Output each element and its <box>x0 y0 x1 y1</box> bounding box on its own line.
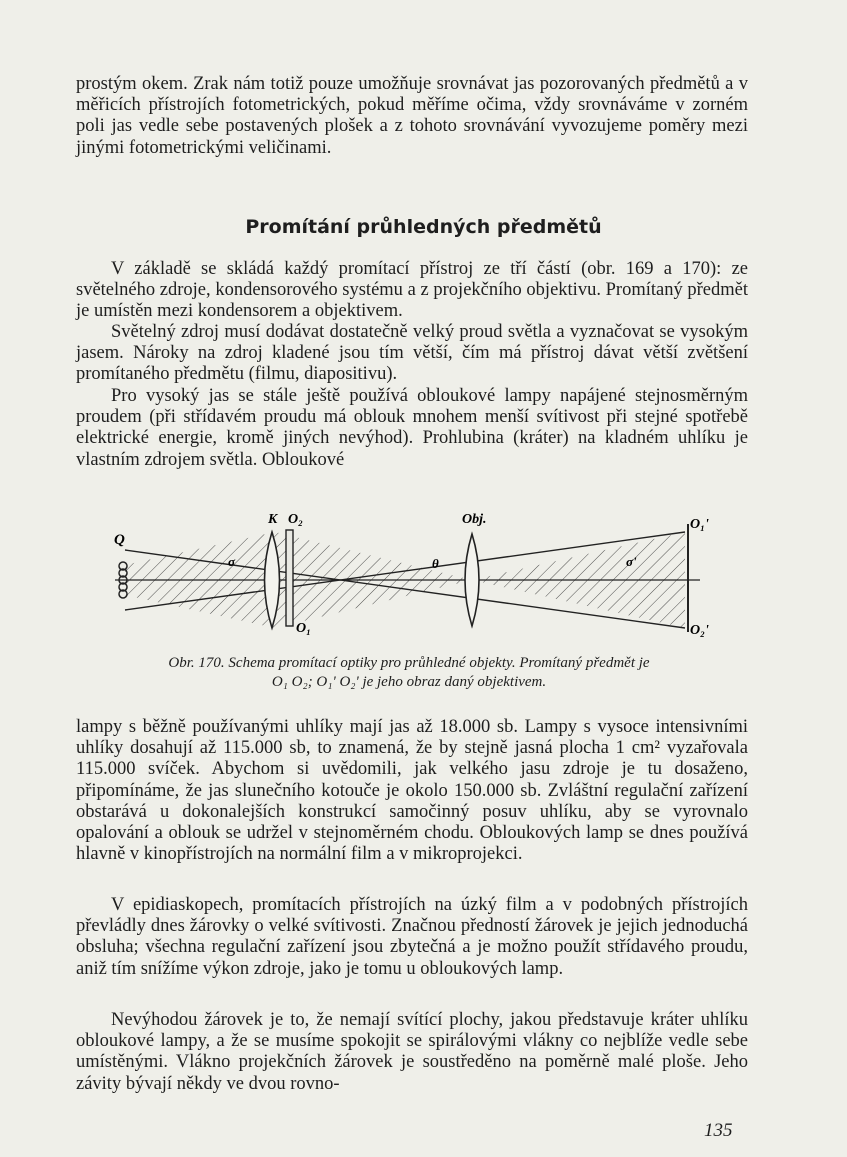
section-heading: Promítání průhledných předmětů <box>245 216 602 238</box>
optics-diagram <box>110 510 720 648</box>
label-source: Q <box>114 532 125 548</box>
paragraph-2: Světelný zdroj musí dodávat dostatečně velký proud světla a vyznačovat se vysokým jasem. Nároky na zdroj kladené jsou tím větší, čím má přístroj dávat větší zvětšení promítaného předmětu (filmu, diapositivu). <box>76 322 748 385</box>
object-plate <box>286 530 293 626</box>
objective-lens <box>465 534 479 626</box>
paragraph-6: Nevýhodou žárovek je to, že nemají svítící plochy, jakou představuje kráter uhlíku obloukové lampy, a že se musíme spokojit se spirálovými vlákny co nejblíže vedle sebe umístěnými. Vlákno projekčních žárovek je soustředěno na poměrně malé ploše. Jeho závity bývají někdy ve dvou rovno- <box>76 1010 748 1094</box>
label-object-top: O₂ <box>288 512 303 527</box>
paragraph-3: Pro vysoký jas se stále ještě používá obloukové lampy napájené stejnosměrným proudem (při střídavém proudu má oblouk mnohem menší svítivost při stejné spotřebě elektrické energie, kromě jiných nevýhod). Prohlubina (kráter) na kladném uhlíku je vlastním zdrojem světla. Obloukové <box>76 386 748 470</box>
paragraph-4: lampy s běžně používanými uhlíky mají jas až 18.000 sb. Lampy s vysoce intensivními uhlíky dosahují až 115.000 sb, to znamená, že by stejně jasná plocha 1 cm² vyzařovala 115.000 svíček. Abychom si uvědomili, jak velkého jasu zdroje je tu dosaženo, připomínáme, že jas slunečního kotouče je okolo 150.000 sb. Zvláštní regulační zařízení obstarává u dokonalejších konstrukcí samočinný posuv uhlíku, aby se vyrovnalo opalování a oblouk se udržel v stejnoměrném chodu. Obloukových lamp se dnes používá hlavně v kinopřístrojích na normální film a v mikroprojekci. <box>76 717 748 865</box>
label-image-top: O₁' <box>690 517 709 532</box>
page-number: 135 <box>704 1120 733 1141</box>
label-condenser: K <box>268 512 278 527</box>
paragraph-5: V epidiaskopech, promítacích přístrojích na úzký film a v podobných přístrojích převládly dnes žárovky o velké svítivosti. Značnou předností žárovek je jejich jednoduchá obsluha; všechna regulační zařízení jsou zbytečná a je možno použít střídavého proudu, aniž tím snížíme výkon zdroje, jako je tomu u obloukových lamp. <box>76 895 748 979</box>
caption-line-2: O₁ O₂; O₁' O₂' je jeho obraz daný objektivem. <box>271 674 547 690</box>
paragraph-1: V základě se skládá každý promítací přístroj ze tří částí (obr. 169 a 170): ze světelného zdroje, kondensorového systému a z projekčního objektivu. Promítaný předmět je umístěn mezi kondensorem a objektivem. <box>76 259 748 322</box>
label-objective: Obj. <box>462 512 487 527</box>
caption-line-1: Obr. 170. Schema promítací optiky pro průhledné objekty. Promítaný předmět je <box>168 655 650 671</box>
label-angle-sigma-prime: σ' <box>626 554 637 569</box>
paragraph-intro: prostým okem. Zrak nám totiž pouze umožňuje srovnávat jas pozorovaných předmětů a v měřicích přístrojích fotometrických, pokud měříme očima, vždy srovnáváme v zorném poli jas vedle sebe postavených plošek a z tohoto srovnávání vyvozujeme poměry mezi jinými fotometrickými veličinami. <box>76 74 748 158</box>
figure-caption <box>70 654 748 692</box>
label-angle-sigma: σ <box>228 554 236 569</box>
label-image-bottom: O₂' <box>690 623 709 638</box>
label-angle-theta: θ <box>432 556 439 571</box>
label-object-bottom: O₁ <box>296 621 311 636</box>
